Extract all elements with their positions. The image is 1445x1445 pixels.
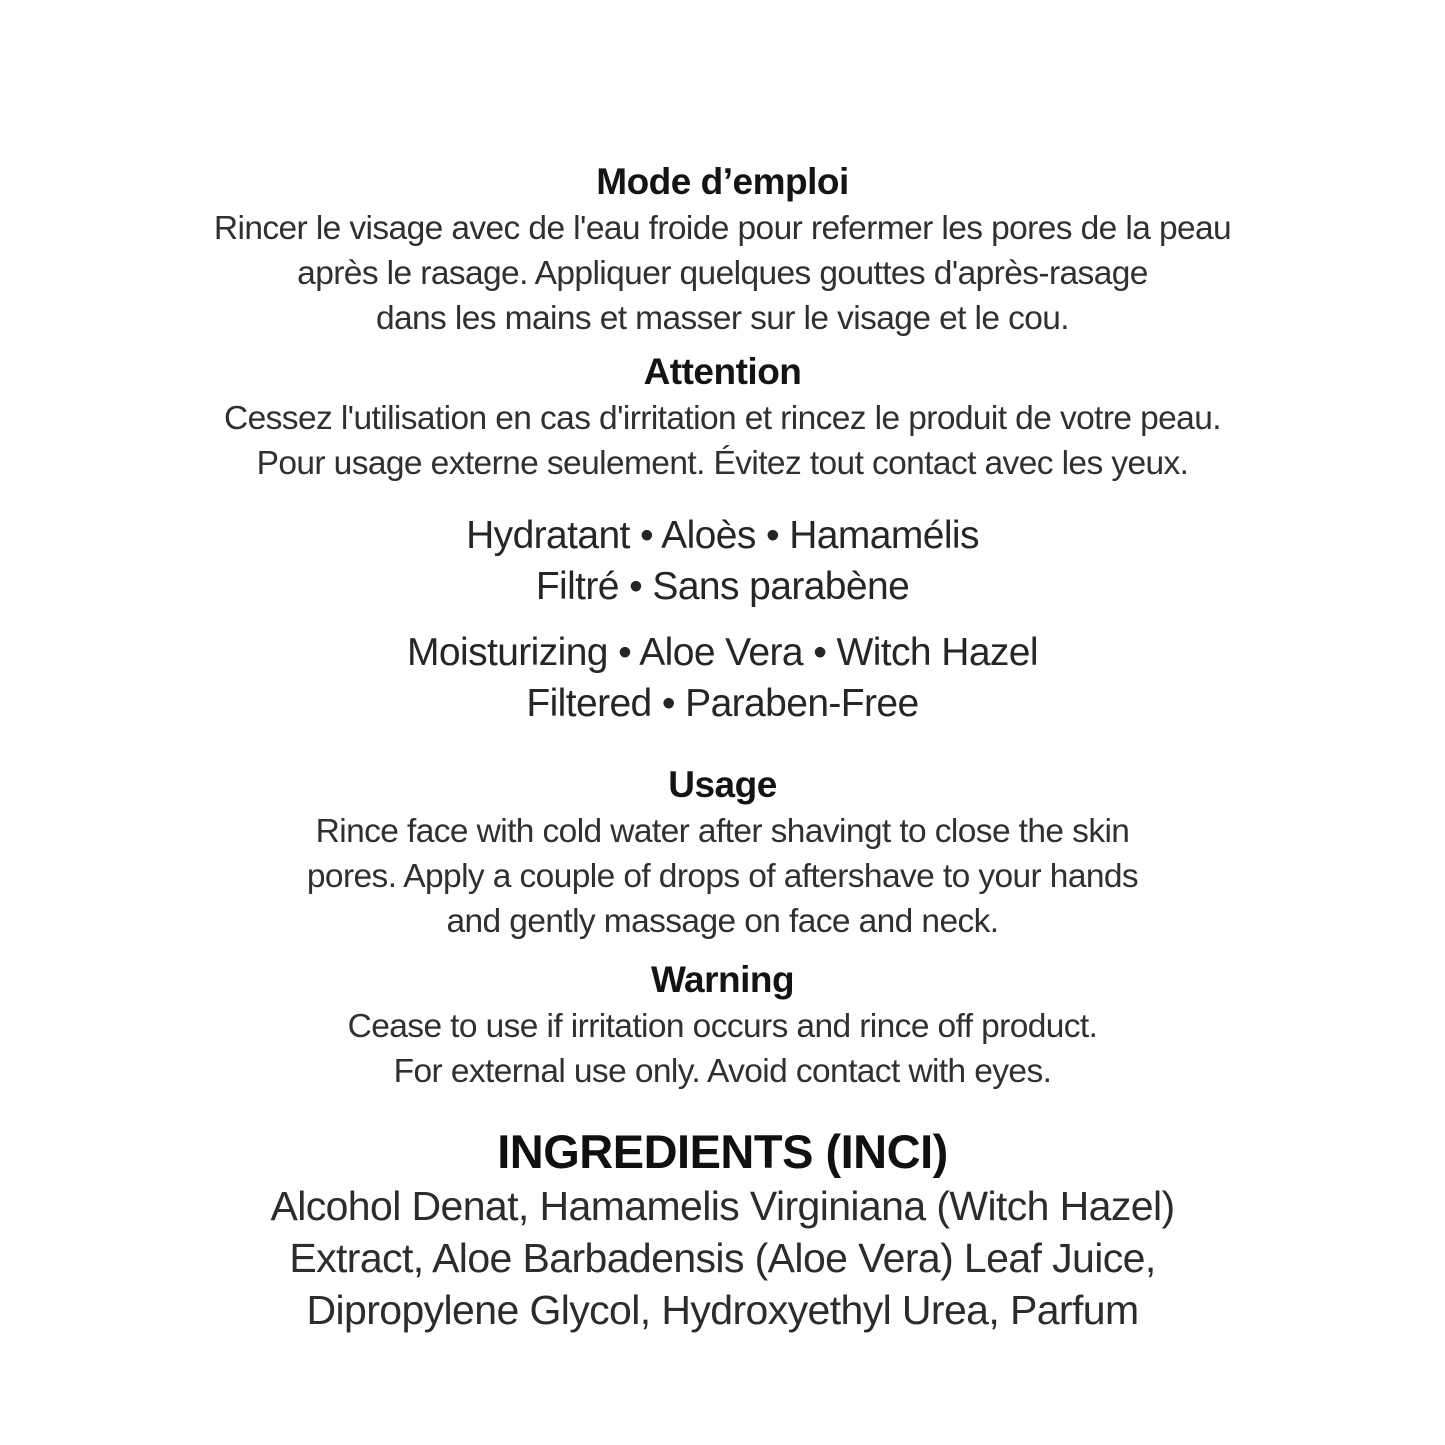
attention-line: Pour usage externe seulement. Évitez tout contact avec les yeux. (256, 445, 1189, 482)
section-heading-mode-demploi: Mode d’emploi (596, 161, 849, 202)
section-heading-attention: Attention (643, 351, 802, 392)
ingredients-line: Dipropylene Glycol, Hydroxyethyl Urea, Parfum (306, 1287, 1139, 1333)
features-en-line: Filtered • Paraben-Free (526, 682, 919, 725)
mode-demploi-line: dans les mains et masser sur le visage et le cou. (375, 300, 1070, 337)
warning-line: For external use only. Avoid contact with eyes. (393, 1053, 1052, 1090)
warning-line: Cease to use if irritation occurs and rince off product. (347, 1008, 1098, 1045)
mode-demploi-line: après le rasage. Appliquer quelques gouttes d'après-rasage (297, 255, 1148, 292)
ingredients-line: Alcohol Denat, Hamamelis Virginiana (Witch Hazel) (270, 1183, 1175, 1229)
usage-line: and gently massage on face and neck. (446, 903, 999, 940)
ingredients-line: Extract, Aloe Barbadensis (Aloe Vera) Leaf Juice, (289, 1235, 1156, 1281)
features-fr-line: Filtré • Sans parabène (535, 565, 910, 608)
section-heading-ingredients: INGREDIENTS (INCI) (497, 1125, 948, 1178)
features-en-line: Moisturizing • Aloe Vera • Witch Hazel (407, 631, 1038, 674)
section-heading-warning: Warning (650, 959, 795, 1000)
usage-line: pores. Apply a couple of drops of aftershave to your hands (306, 858, 1139, 895)
attention-line: Cessez l'utilisation en cas d'irritation et rincez le produit de votre peau. (224, 400, 1221, 437)
mode-demploi-line: Rincer le visage avec de l'eau froide pour refermer les pores de la peau (213, 210, 1232, 247)
section-heading-usage: Usage (668, 764, 777, 805)
aftershave-label-text-panel (123, 0, 1323, 1336)
usage-line: Rince face with cold water after shavingt to close the skin (315, 813, 1130, 850)
features-fr-line: Hydratant • Aloès • Hamamélis (466, 514, 979, 557)
